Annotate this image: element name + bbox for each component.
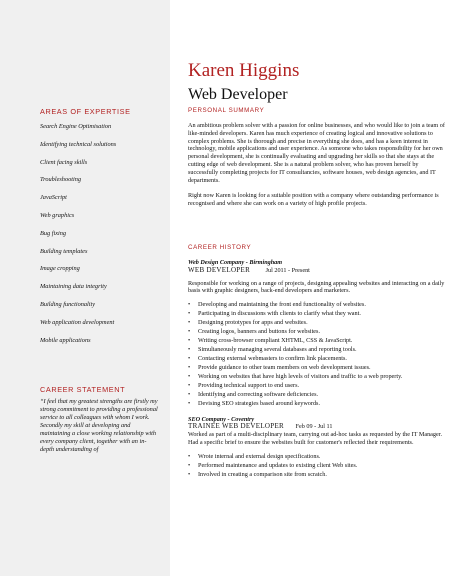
skill-item: Identifying technical solutions [40, 140, 117, 148]
skill-item: Troubleshooting [40, 176, 82, 184]
job-title: WEB DEVELOPER [188, 265, 251, 274]
personal-summary-heading: PERSONAL SUMMARY [188, 107, 265, 114]
list-item: • Simultaneously managing several databases and reporting tools. [188, 346, 450, 354]
list-item: • Working on websites that have high levels of visitors and traffic to a web property. [188, 373, 450, 381]
candidate-role: Web Developer [188, 86, 288, 103]
list-item: • Writing cross-browser compliant XHTML, CSS & JavaScript. [188, 337, 450, 345]
summary-paragraph: An ambitious problem solver with a passion for online businesses, and who would like to join a team of like-minded developers. Karen has much experience of creating logical and innovative solutions to complex problems. She is thorough and precise in everything she does, and has a keen interest in technology, mobile applications and user experience. As someone who takes responsibility for her own personal development, she is continually evaluating and upgrading her skills so that she stays at the cutting edge of web development. She is a natural problem solver, who has proven herself by successfully completing projects for IT consultancies, software houses, web design agencies, and IT departments. [188, 122, 445, 184]
job-title: TRAINEE WEB DEVELOPER [188, 422, 284, 431]
list-item: • Devising SEO strategies based around keywords. [188, 400, 450, 408]
list-item: • Provide guidance to other team members on web development issues. [188, 364, 450, 372]
skill-item: Client facing skills [40, 158, 88, 166]
job-bullets [188, 453, 450, 479]
summary-paragraph: Right now Karen is looking for a suitable position with a company where outstanding performance is recognised and where she can work on a variety of high profile projects. [188, 192, 439, 208]
skill-item: Bug fixing [40, 229, 67, 237]
list-item: • Designing prototypes for apps and websites. [188, 319, 450, 327]
skill-item: Web application development [40, 318, 115, 326]
job-description: Worked as part of a multi-disciplinary team, carrying out ad-hoc tasks as requested by the IT Manager. Had a specific brief to ensure the websites built for customer's reflected their requirements. [188, 431, 443, 446]
job-dates: Jul 2011 - Present [265, 266, 310, 274]
skill-item: Maintaining data integrity [40, 283, 107, 291]
job-description: Responsible for working on a range of projects, designing appealing websites and interacting on a daily basis with graphic designers, back-end developers and marketers. [188, 279, 445, 295]
list-item: • Wrote internal and external design specifications. [188, 453, 450, 461]
job-company: SEO Company - Coventry [188, 415, 255, 423]
career-history [188, 259, 450, 480]
job-company: Web Design Company - Birmingham [188, 259, 283, 266]
skill-item: Building templates [40, 247, 88, 255]
list-item: • Providing technical support to end users. [188, 382, 450, 390]
list-item: • Participating in discussions with clients to clarify what they want. [188, 310, 450, 318]
personal-summary [188, 122, 450, 208]
list-item: • Identifying and correcting software deficiencies. [188, 391, 450, 399]
skill-item: Search Engine Optimisation [40, 123, 112, 130]
skills-list [40, 123, 160, 354]
career-statement-text: “I feel that my greatest strengths are firstly my strong commitment to providing a professional service to all colleagues with whom I work. Secondly my skill at developing and maintaining a close working relationship with every company client, together with an in-depth understanding of [40, 398, 158, 453]
skill-item: Mobile applications [40, 336, 91, 344]
list-item: • Performed maintenance and updates to existing client Web sites. [188, 462, 450, 470]
career-history-heading: CAREER HISTORY [188, 244, 252, 251]
list-item: • Involved in creating a comparison site from scratch. [188, 471, 450, 479]
job-bullets [188, 301, 450, 407]
list-item: • Developing and maintaining the front end functionality of websites. [188, 301, 450, 309]
sidebar [0, 0, 170, 576]
job-entry [188, 259, 450, 408]
candidate-name: Karen Higgins [188, 60, 300, 81]
career-statement-heading: CAREER STATEMENT [40, 385, 126, 394]
skill-item: Web graphics [40, 211, 75, 219]
areas-of-expertise-heading: AREAS OF EXPERTISE [40, 107, 131, 116]
skill-item: JavaScript [40, 194, 67, 202]
list-item: • Creating logos, banners and buttons for websites. [188, 328, 450, 336]
resume-header [188, 60, 299, 105]
skill-item: Image cropping [40, 265, 80, 273]
list-item: • Contacting external webmasters to confirm link placements. [188, 355, 450, 363]
skill-item: Building functionality [40, 300, 96, 308]
job-dates: Feb 09 - Jul 11 [295, 423, 333, 431]
job-entry [188, 416, 450, 479]
